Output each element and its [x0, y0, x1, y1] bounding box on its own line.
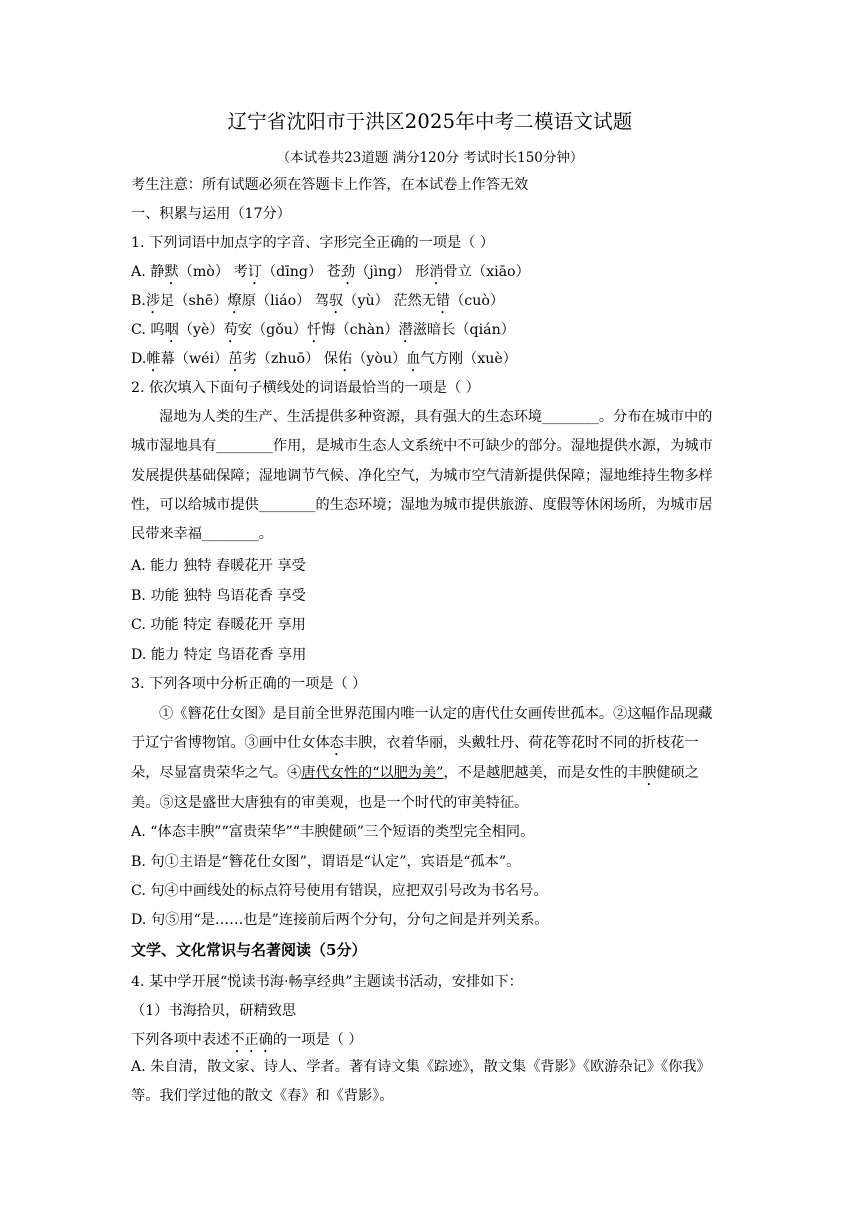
q3-option-d: D. 句⑤用“是……也是”连接前后两个分句，分句之间是并列关系。 — [131, 912, 549, 928]
q2-passage: 湿地为人类的生产、生活提供多种资源，具有强大的生态环境________。分布在城市中的城市湿地具有________作用，是城市生态人文系统中不可缺少的部分。湿地提供水源，为城市发展提供基础保障；湿地调节气候、净化空气，为城市空气清新提供保障；湿地维持生物多样性，可以给城市提供________的生态环境；湿地为城市提供旅游、度假等休闲场所，为城市居民带来幸福________。 — [131, 409, 713, 543]
q1-stem: 1. 下列词语中加点字的字音、字形完全正确的一项是（ ） — [131, 235, 495, 251]
dotted-char: 错 — [435, 293, 451, 309]
dotted-char: 消 — [429, 264, 444, 280]
q3-stem: 3. 下列各项中分析正确的一项是（ ） — [131, 676, 367, 692]
notice: 考生注意：所有试题必须在答题卡上作答，在本试卷上作答无效 — [131, 177, 529, 193]
q3-option-c: C. 句④中画线处的标点符号使用有错误，应把双引号改为书名号。 — [131, 883, 548, 899]
dotted-char: 忏 — [307, 322, 322, 338]
dotted-char: 血 — [406, 351, 421, 367]
section-heading-2: 文学、文化常识与名著阅读（5分） — [131, 941, 367, 959]
q1-option-c: C. 呜咽（yè）苟安（gǒu）忏悔（chàn）潜滋暗长（qián） — [131, 320, 515, 346]
q2-option-a: A. 能力 独特 春暖花开 享受 — [131, 558, 306, 574]
dotted-char: 涉 — [145, 293, 161, 309]
dotted-char: 燎 — [227, 293, 242, 309]
exam-subtitle: （本试卷共23道题 满分120分 考试时长150分钟） — [276, 150, 584, 166]
q3-option-b: B. 句①主语是“簪花仕女图”，谓语是“认定”，宾语是“孤本”。 — [131, 854, 521, 870]
dotted-char: 订 — [247, 264, 262, 280]
dotted-char: 腴 — [642, 765, 657, 782]
q4-ask: 下列各项中表述不正确的一项是（ ） — [131, 1032, 363, 1048]
dotted-char: 潜 — [398, 322, 413, 338]
q1-option-d: D.帷幕（wéi）茁劣（zhuō） 保佑（yòu）血气方刚（xuè） — [131, 349, 517, 375]
dotted-char: 帷 — [146, 351, 161, 367]
exam-title: 辽宁省沈阳市于洪区2025年中考二模语文试题 — [227, 110, 633, 133]
dotted-char: 驭 — [329, 293, 344, 309]
q2-option-d: D. 能力 特定 鸟语花香 享用 — [131, 647, 307, 663]
q2-stem: 2. 依次填入下面句子横线处的词语最恰当的一项是（ ） — [131, 380, 480, 396]
dotted-char: 佑 — [338, 351, 353, 367]
dotted-char: 态 — [329, 735, 344, 752]
dotted-char: 默 — [164, 264, 179, 280]
q1-option-b: B.涉足（shē）燎原（liáo） 驾驭（yù） 茫然无错（cuò） — [131, 291, 504, 317]
q3-passage: ①《簪花仕女图》是目前全世界范围内唯一认定的唐代仕女画传世孤本。②这幅作品现藏于辽宁省博物馆。③画中仕女体态丰腴，衣着华丽，头戴牡丹、荷花等花时不同的折枝花一朵，尽显富贵荣华之气。④唐代女性的“以肥为美”，不是越肥越美，而是女性的丰腴健硕之美。⑤这是盛世大唐独有的审美观，也是一个时代的审美特征。 — [131, 706, 713, 812]
q4-option-a: A. 朱自清，散文家、诗人、学者。著有诗文集《踪迹》，散文集《背影》《欧游杂记》《你我》等。我们学过他的散文《春》和《背影》。 — [131, 1059, 711, 1105]
dotted-char: 劲 — [340, 264, 356, 280]
q1-option-a: A. 静默（mò） 考订（dīng） 苍劲（jìng） 形消骨立（xiāo） — [131, 262, 530, 288]
dotted-char: 咽 — [164, 322, 179, 338]
dotted-phrase: 不正确 — [230, 1032, 273, 1048]
q4-stem: 4. 某中学开展“悦读书海·畅享经典”主题读书活动，安排如下： — [131, 974, 523, 990]
section-heading-1: 一、积累与运用（17分） — [131, 206, 291, 222]
q4-sub1: （1）书海拾贝，研精致思 — [131, 1003, 297, 1019]
q2-option-c: C. 功能 特定 春暖花开 享用 — [131, 617, 306, 633]
dotted-char: 茁 — [228, 351, 243, 367]
q3-option-a: A. “体态丰腴”“富贵荣华”“丰腴健硕”三个短语的类型完全相同。 — [131, 824, 535, 840]
underlined-phrase: 唐代女性的“以肥为美” — [301, 765, 444, 782]
dotted-char: 苟 — [223, 322, 238, 338]
q2-option-b: B. 功能 独特 鸟语花香 享受 — [131, 588, 306, 604]
